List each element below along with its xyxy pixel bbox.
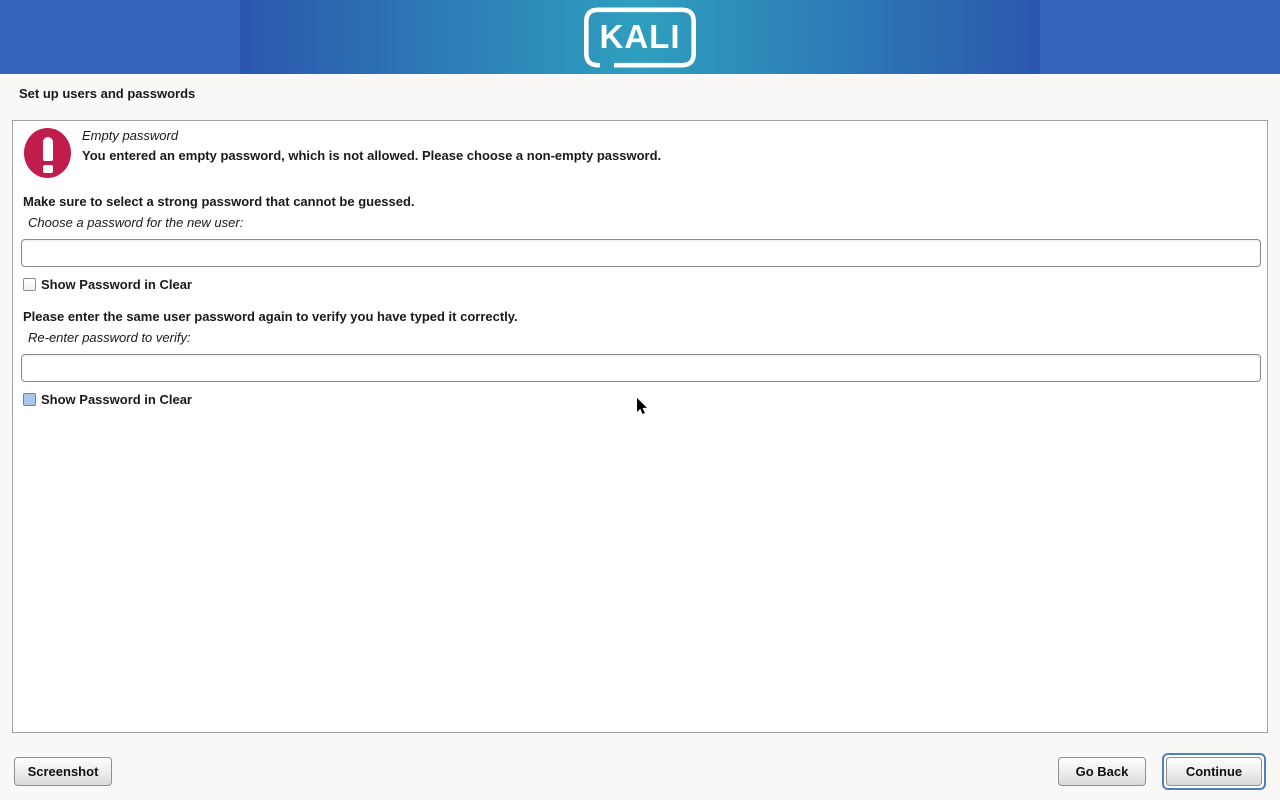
kali-logo-icon [584, 7, 696, 68]
show-password-checkbox-2[interactable] [23, 393, 36, 406]
content-frame [12, 120, 1268, 733]
show-password-label-1: Show Password in Clear [41, 277, 192, 292]
mouse-cursor-icon [636, 397, 648, 416]
error-exclamation-icon [24, 128, 71, 178]
verify-password-hint: Please enter the same user password again to verify you have typed it correctly. [23, 309, 518, 324]
kali-logo-text: KALI [599, 18, 681, 55]
screenshot-button[interactable]: Screenshot [14, 757, 112, 786]
password-input[interactable] [21, 239, 1261, 267]
error-title: Empty password [82, 128, 179, 143]
verify-password-input[interactable] [21, 354, 1261, 382]
error-message: You entered an empty password, which is not allowed. Please choose a non-empty password. [82, 148, 662, 163]
go-back-button[interactable]: Go Back [1058, 757, 1146, 786]
continue-button-focus-ring [1162, 753, 1266, 790]
password-strength-hint: Make sure to select a strong password that cannot be guessed. [23, 194, 415, 209]
installer-banner [0, 0, 1280, 74]
password-field-label: Choose a password for the new user: [28, 215, 244, 230]
verify-field-label: Re-enter password to verify: [28, 330, 191, 345]
page-title: Set up users and passwords [19, 86, 196, 101]
show-password-label-2: Show Password in Clear [41, 392, 192, 407]
show-password-checkbox-1[interactable] [23, 278, 36, 291]
continue-button[interactable]: Continue [1166, 757, 1262, 786]
